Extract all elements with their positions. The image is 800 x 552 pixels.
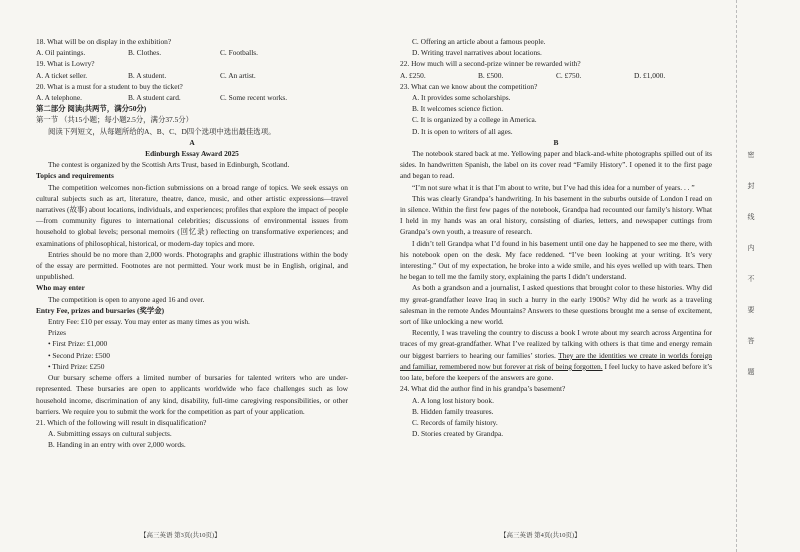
q22-stem: 22. How much will a second-prize winner be rewarded with? xyxy=(400,59,581,69)
q20-option-c: C. Some recent works. xyxy=(220,93,288,103)
seal-line-notice xyxy=(744,150,758,398)
q23-stem: 23. What can we know about the competition? xyxy=(400,81,538,91)
who-heading: Who may enter xyxy=(36,283,85,293)
passage-a-label: A xyxy=(189,137,195,147)
fee-paragraph: Entry Fee: £10 per essay. You may enter as many times as you wish. xyxy=(48,317,250,327)
p6-underlined-sentence: They are the identities we create in worlds foreign and familiar, remembered now but forever at risk of being forgotten. xyxy=(400,350,712,371)
q18-options xyxy=(36,47,348,58)
q24-option-b: B. Hidden family treasures. xyxy=(412,406,494,416)
q22-option-d: D. £1,000. xyxy=(634,70,666,80)
prize-second: • Second Prize: £500 xyxy=(48,350,110,360)
q23-option-c: C. It is organized by a college in America. xyxy=(412,115,537,125)
seal-char-4: 内 xyxy=(747,244,755,252)
who-paragraph: The competition is open to anyone aged 16 and over. xyxy=(48,294,205,304)
q22-option-a: A. £250. xyxy=(400,70,426,80)
footer-page3: 【高三英语 第3页(共10页)】 xyxy=(140,532,221,539)
q19-option-a: A. A ticket seller. xyxy=(36,70,88,80)
seal-char-3: 线 xyxy=(747,213,755,221)
p6-start: Recently, I was traveling the country to discuss a book I wrote about my search across Argentina for traces of my great-grandfather. What I’ve realized by talking with others is that time and energy remain our biggest barriers to hearing our families’ stories. xyxy=(400,328,712,360)
topics-paragraph: The competition welcomes non-fiction submissions on a broad range of topics. We seek essays on cultural subjects such as art, literature, theatre, dance, music, and other artistic expressions—travel narratives (故事) about locations, individuals, and experiences; profiles that explore the impact of people—from community figures to international celebrities; discussions of environmental issues from household to global levels; personal memoirs (回忆录) reflecting on transformative experiences; and examinations of philosophical, historical, or modern-day topics and more. xyxy=(36,182,348,248)
q21-option-c: C. Offering an article about a famous people. xyxy=(412,37,546,46)
q19-stem: 19. What is Lowry? xyxy=(36,59,95,69)
q19-option-c: C. An artist. xyxy=(220,70,256,80)
passage-b-label: B xyxy=(553,137,559,147)
q24-option-d: D. Stories created by Grandpa. xyxy=(412,429,504,439)
q23-option-a: A. It provides some scholarships. xyxy=(412,93,511,103)
q20-stem: 20. What is a must for a student to buy the ticket? xyxy=(36,81,183,91)
q21-option-b: B. Handing in an entry with over 2,000 words. xyxy=(48,440,186,450)
prize-first: • First Prize: £1,000 xyxy=(48,339,108,349)
seal-char-5: 不 xyxy=(747,275,755,283)
passage-a-intro: The contest is organized by the Scottish Arts Trust, based in Edinburgh, Scotland. xyxy=(48,160,290,170)
q21-option-d: D. Writing travel narratives about locations. xyxy=(412,48,542,58)
q18-option-b: B. Clothes. xyxy=(128,48,162,58)
q22-options xyxy=(400,70,712,81)
q19-options xyxy=(36,70,348,81)
q22-option-c: C. £750. xyxy=(556,70,582,80)
part2-heading: 第二部分 阅读(共两节，满分50分) xyxy=(36,104,147,114)
q24-stem: 24. What did the author find in his grandpa’s basement? xyxy=(400,384,566,394)
q18-stem: 18. What will be on display in the exhibition? xyxy=(36,37,172,46)
q19-option-b: B. A student. xyxy=(128,70,167,80)
q20-option-a: A. A telephone. xyxy=(36,93,82,103)
seal-char-7: 答 xyxy=(747,337,755,345)
section1-heading: 第一节 （共15小题；每小题2.5分，满分37.5分） xyxy=(36,115,194,125)
q18-option-c: C. Footballs. xyxy=(220,48,258,58)
seal-char-8: 题 xyxy=(747,368,755,376)
passage-b-p2: “I’m not sure what it is that I’m about to write, but I’ve had this idea for a number of years. . . ” xyxy=(412,182,695,192)
entries-paragraph: Entries should be no more than 2,000 words. Photographs and graphic illustrations within the body of the essay are permitted. Footnotes are not permitted. Your work must be in English, original, and unpublished. xyxy=(36,249,348,282)
passage-b-p5: As both a grandson and a journalist, I asked questions that brought color to these histories. Why did my great-grandfather leave Iraq in such a hurry in the early 1900s? Why did he work as a traveling salesman in the remote Andes Mountains? Answers to these questions brought me a sense of excitement, sort of like unlocking a new world. xyxy=(400,283,712,327)
q18-option-a: A. Oil paintings. xyxy=(36,48,86,58)
bursary-paragraph: Our bursary scheme offers a limited number of bursaries for talented writers who are under-represented. These bursaries are open to applicants worldwide who face challenges such as low household income, discrimination of any kind, disability, full-time caregiving responsibilities, or other barriers. We require you to submit the work for the competition as part of your application. xyxy=(36,373,348,416)
prizes-label: Prizes xyxy=(48,328,67,338)
fee-heading: Entry Fee, prizes and bursaries (奖学金) xyxy=(36,305,165,315)
q22-option-b: B. £500. xyxy=(478,70,504,80)
left-column xyxy=(36,36,348,451)
topics-heading: Topics and requirements xyxy=(36,171,114,181)
right-column xyxy=(400,36,712,439)
passage-b-p6 xyxy=(400,327,712,383)
seal-char-2: 封 xyxy=(747,182,755,190)
passage-a-title: Edinburgh Essay Award 2025 xyxy=(145,149,239,159)
q21-stem: 21. Which of the following will result in disqualification? xyxy=(36,417,207,427)
seal-char-6: 要 xyxy=(747,306,755,314)
p6-end: I feel lucky to have asked before it’s too late, before the keepers of the answers are gone. xyxy=(400,361,712,383)
binding-line xyxy=(736,0,737,552)
seal-char-1: 密 xyxy=(747,151,755,159)
q23-option-b: B. It welcomes science fiction. xyxy=(412,104,504,114)
q20-option-b: B. A student card. xyxy=(128,93,181,103)
q23-option-d: D. It is open to writers of all ages. xyxy=(412,126,513,136)
footer-page4: 【高三英语 第4页(共10页)】 xyxy=(500,532,581,539)
passage-b-p3: This was clearly Grandpa’s handwriting. In his basement in the suburbs outside of London I read on in silence. Within the first few pages of the notebook, Grandpa had recounted our family’s history. What I held in my hands was an oral history, consisting of diaries, letters, and newspaper cuttings from Grandpa’s own youth, a treasure of research. xyxy=(400,193,712,237)
passage-b-p4: I didn’t tell Grandpa what I’d found in his basement until one day he happened to see me there, with his notebook open on the desk. My face reddened. “I’ve been looking at your writing. It’s very interesting.” Out of my expectation, he broke into a wide smile, and his eyes welled up with tears. Then he began to tell me the family story, explaining the parts I didn’t understand. xyxy=(400,238,712,282)
reading-instruction: 阅读下列短文，从每题所给的A、B、C、D四个选项中选出最佳选项。 xyxy=(48,126,276,136)
q20-options xyxy=(36,92,348,103)
q24-option-a: A. A long lost history book. xyxy=(412,395,494,405)
passage-b-p1: The notebook stared back at me. Yellowing paper and black-and-white photographs spilled out of its sides. In handwritten Spanish, the label on its cover read “Family History”. I opened it to the first page and began to read. xyxy=(400,149,712,181)
q21-option-a: A. Submitting essays on cultural subjects. xyxy=(48,429,172,439)
prize-third: • Third Prize: £250 xyxy=(48,361,105,371)
q24-option-c: C. Records of family history. xyxy=(412,417,498,427)
